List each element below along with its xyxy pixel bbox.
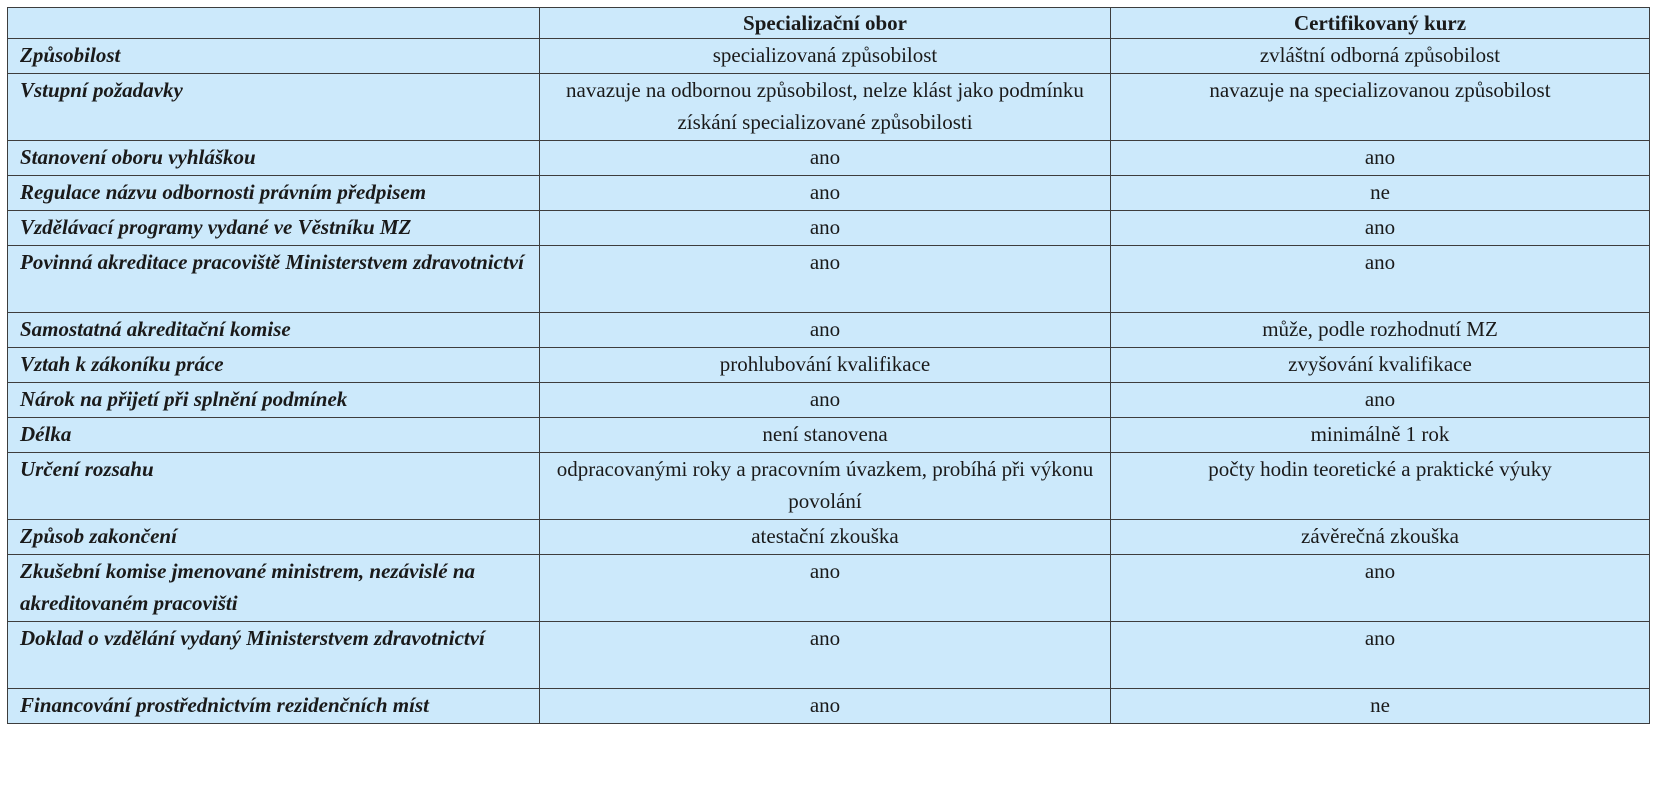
certifikovany-kurz-cell: může, podle rozhodnutí MZ: [1111, 313, 1650, 348]
specializacni-obor-cell: ano: [540, 383, 1111, 418]
row-label: Určení rozsahu: [8, 453, 540, 520]
certifikovany-kurz-cell: ano: [1111, 211, 1650, 246]
row-label: Financování prostřednictvím rezidenčních míst: [8, 689, 540, 724]
table-row: [8, 418, 1650, 453]
specializacni-obor-cell: ano: [540, 176, 1111, 211]
row-label: Vstupní požadavky: [8, 74, 540, 141]
table-body: [8, 39, 1650, 724]
table-row: [8, 622, 1650, 689]
table-row: [8, 246, 1650, 313]
row-label: Způsobilost: [8, 39, 540, 74]
specializacni-obor-cell: ano: [540, 555, 1111, 622]
row-label: Vzdělávací programy vydané ve Věstníku MZ: [8, 211, 540, 246]
certifikovany-kurz-cell: ne: [1111, 176, 1650, 211]
table-row: [8, 141, 1650, 176]
certifikovany-kurz-cell: ano: [1111, 383, 1650, 418]
specializacni-obor-cell: ano: [540, 689, 1111, 724]
row-label: Regulace názvu odbornosti právním předpisem: [8, 176, 540, 211]
certifikovany-kurz-cell: závěrečná zkouška: [1111, 520, 1650, 555]
table-row: [8, 74, 1650, 141]
row-label: Délka: [8, 418, 540, 453]
certifikovany-kurz-cell: ano: [1111, 555, 1650, 622]
certifikovany-kurz-cell: minimálně 1 rok: [1111, 418, 1650, 453]
certifikovany-kurz-cell: ano: [1111, 141, 1650, 176]
specializacni-obor-cell: ano: [540, 313, 1111, 348]
row-label: Stanovení oboru vyhláškou: [8, 141, 540, 176]
specializacni-obor-cell: ano: [540, 211, 1111, 246]
header-row: [8, 8, 1650, 39]
row-label: Zkušební komise jmenované ministrem, nezávislé na akreditovaném pracovišti: [8, 555, 540, 622]
certifikovany-kurz-cell: zvláštní odborná způsobilost: [1111, 39, 1650, 74]
row-label: Nárok na přijetí při splnění podmínek: [8, 383, 540, 418]
comparison-table: [7, 7, 1650, 724]
specializacni-obor-cell: ano: [540, 246, 1111, 313]
row-label: Způsob zakončení: [8, 520, 540, 555]
table-header: [8, 8, 1650, 39]
header-certifikovany-kurz: Certifikovaný kurz: [1111, 8, 1650, 39]
certifikovany-kurz-cell: navazuje na specializovanou způsobilost: [1111, 74, 1650, 141]
specializacni-obor-cell: prohlubování kvalifikace: [540, 348, 1111, 383]
comparison-table-container: [7, 7, 1649, 724]
row-label: Vztah k zákoníku práce: [8, 348, 540, 383]
table-row: [8, 39, 1650, 74]
table-row: [8, 176, 1650, 211]
header-specializacni-obor: Specializační obor: [540, 8, 1111, 39]
certifikovany-kurz-cell: zvyšování kvalifikace: [1111, 348, 1650, 383]
specializacni-obor-cell: navazuje na odbornou způsobilost, nelze klást jako podmínku získání specializované způsobilosti: [540, 74, 1111, 141]
specializacni-obor-cell: ano: [540, 622, 1111, 689]
row-label: Samostatná akreditační komise: [8, 313, 540, 348]
certifikovany-kurz-cell: ano: [1111, 622, 1650, 689]
table-row: [8, 555, 1650, 622]
table-row: [8, 313, 1650, 348]
header-empty-cell: [8, 8, 540, 39]
table-row: [8, 689, 1650, 724]
certifikovany-kurz-cell: počty hodin teoretické a praktické výuky: [1111, 453, 1650, 520]
row-label: Doklad o vzdělání vydaný Ministerstvem zdravotnictví: [8, 622, 540, 689]
row-label: Povinná akreditace pracoviště Ministerstvem zdravotnictví: [8, 246, 540, 313]
specializacni-obor-cell: atestační zkouška: [540, 520, 1111, 555]
certifikovany-kurz-cell: ano: [1111, 246, 1650, 313]
certifikovany-kurz-cell: ne: [1111, 689, 1650, 724]
specializacni-obor-cell: odpracovanými roky a pracovním úvazkem, probíhá při výkonu povolání: [540, 453, 1111, 520]
specializacni-obor-cell: ano: [540, 141, 1111, 176]
table-row: [8, 453, 1650, 520]
specializacni-obor-cell: specializovaná způsobilost: [540, 39, 1111, 74]
table-row: [8, 383, 1650, 418]
table-row: [8, 348, 1650, 383]
specializacni-obor-cell: není stanovena: [540, 418, 1111, 453]
table-row: [8, 211, 1650, 246]
table-row: [8, 520, 1650, 555]
